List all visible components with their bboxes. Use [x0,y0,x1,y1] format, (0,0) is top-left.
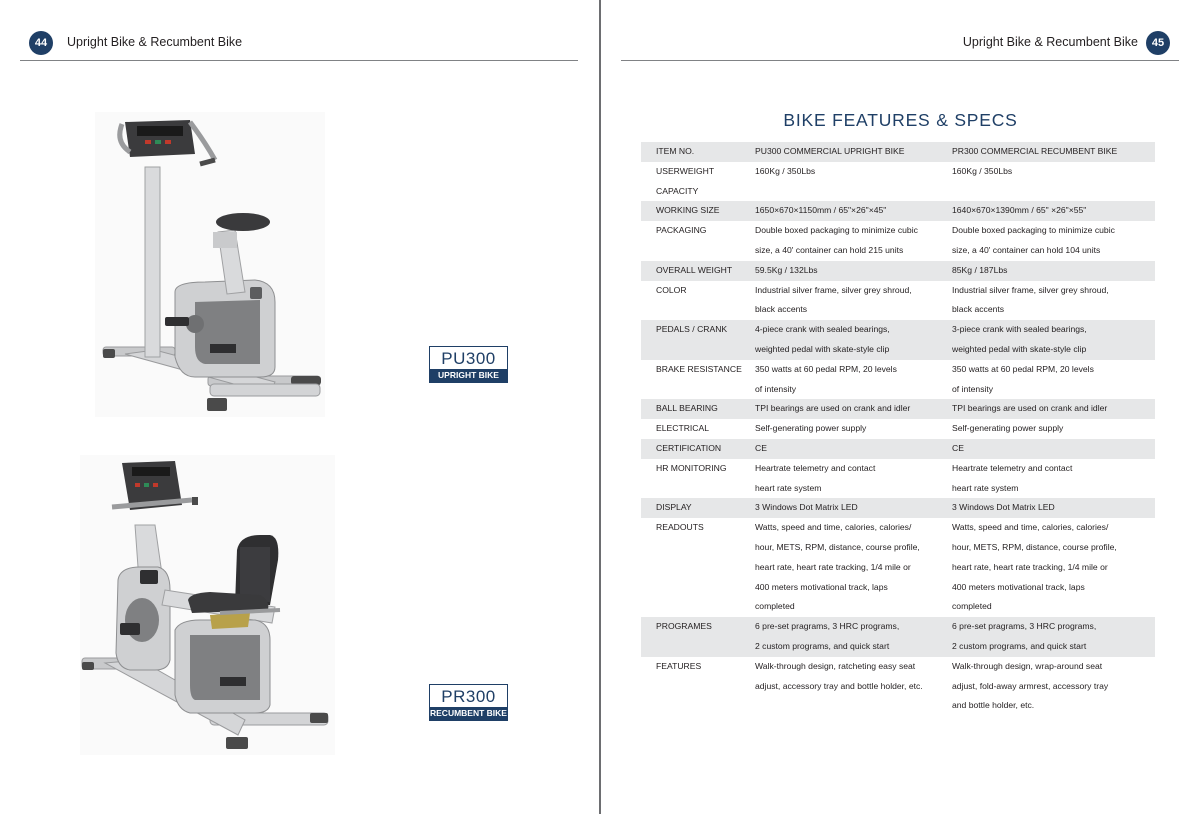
running-title-right: Upright Bike & Recumbent Bike [962,35,1138,49]
spec-recumbent-value: 400 meters motivational track, laps [952,581,1085,592]
spec-recumbent-value: heart rate, heart rate tracking, 1/4 mile or [952,561,1108,572]
spec-upright-value: Industrial silver frame, silver grey shroud, [755,284,912,295]
spec-upright-value: 160Kg / 350Lbs [755,165,816,176]
spec-label [641,558,755,578]
spec-label: PROGRAMES [656,621,712,632]
recumbent-bike-image [80,455,335,755]
spec-upright-value: of intensity [755,383,797,394]
spec-upright-value: size, a 40' container can hold 215 units [755,244,904,255]
spec-upright-value: 350 watts at 60 pedal RPM, 20 levels [755,363,897,374]
spec-upright-value: 4-piece crank with sealed bearings, [755,324,890,335]
spec-label [641,637,755,657]
header-rule-left [20,60,578,61]
spec-recumbent-value: 85Kg / 187Lbs [952,264,1008,275]
spec-upright-value: heart rate system [755,482,822,493]
page-number-left: 44 [29,31,53,55]
spec-label: HR MONITORING [656,462,727,473]
spec-recumbent-value: PR300 COMMERCIAL RECUMBENT BIKE [952,146,1118,156]
spec-label [641,696,755,716]
spec-row [641,439,1155,459]
left-page [0,0,599,814]
spec-recumbent-value: weighted pedal with skate-style clip [952,343,1087,354]
upright-model-badge [429,346,508,383]
spec-upright-value: Double boxed packaging to minimize cubic [755,225,918,236]
spec-row [641,162,1155,202]
spec-label: COLOR [656,284,687,295]
spec-row [641,558,1155,578]
spec-label: PACKAGING [656,225,707,236]
spec-label [641,578,755,598]
spec-upright-value: 3 Windows Dot Matrix LED [755,502,858,513]
spec-row [641,340,1155,360]
spec-recumbent-value: 1640×670×1390mm / 65" ×26"×55" [952,205,1087,216]
spec-recumbent-value: adjust, fold-away armrest, accessory tray [952,680,1109,691]
spec-label: READOUTS [656,522,704,533]
upright-bike-image [95,112,325,417]
spec-row [641,617,1155,637]
spec-row [641,677,1155,697]
spec-row [641,261,1155,281]
spec-recumbent-value: heart rate system [952,482,1019,493]
recumbent-model-name: PR300 [441,687,496,706]
spec-upright-value: hour, METS, RPM, distance, course profile, [755,541,920,552]
recumbent-model-type: RECUMBENT BIKE [430,708,507,718]
spec-recumbent-value: completed [952,601,992,612]
spec-row [641,221,1155,241]
spec-row [641,320,1155,340]
spec-upright-value: weighted pedal with skate-style clip [755,343,890,354]
spec-recumbent-value: TPI bearings are used on crank and idler [952,403,1108,414]
spec-label: DISPLAY [656,502,692,513]
spec-row [641,201,1155,221]
spec-label [641,340,755,360]
spec-label: BRAKE RESISTANCE [656,363,742,374]
spec-recumbent-value: 3 Windows Dot Matrix LED [952,502,1055,513]
spec-recumbent-value: Walk-through design, wrap-around seat [952,660,1103,671]
spec-label: ELECTRICAL [656,423,710,434]
spec-recumbent-value: and bottle holder, etc. [952,700,1035,711]
spec-recumbent-value: Heartrate telemetry and contact [952,462,1073,473]
spec-recumbent-value: size, a 40' container can hold 104 units [952,244,1101,255]
spec-recumbent-value: 2 custom programs, and quick start [952,640,1087,651]
spec-upright-value: Heartrate telemetry and contact [755,462,876,473]
page-number-right: 45 [1146,31,1170,55]
spec-recumbent-value: black accents [952,304,1005,315]
spec-row [641,498,1155,518]
spec-row [641,597,1155,617]
spec-label: USERWEIGHT CAPACITY [656,165,714,196]
spec-row [641,281,1155,301]
recumbent-model-badge [429,684,508,721]
spec-row [641,696,1155,716]
spec-recumbent-value: hour, METS, RPM, distance, course profile, [952,541,1117,552]
spec-upright-value: Self-generating power supply [755,423,867,434]
spec-upright-value: PU300 COMMERCIAL UPRIGHT BIKE [755,146,905,156]
spec-label [641,300,755,320]
spec-label: WORKING SIZE [656,205,720,216]
spec-recumbent-value: of intensity [952,383,994,394]
spec-row [641,657,1155,677]
spec-label [641,677,755,697]
spec-row [641,300,1155,320]
spec-label [641,597,755,617]
header-rule-right [621,60,1179,61]
spec-row [641,538,1155,558]
spec-recumbent-value: Self-generating power supply [952,423,1064,434]
running-title-left: Upright Bike & Recumbent Bike [67,35,243,49]
spec-upright-value: Watts, speed and time, calories, calories/ [755,522,912,533]
upright-model-name: PU300 [441,349,496,368]
spec-row [641,380,1155,400]
spec-recumbent-value: Watts, speed and time, calories, calories/ [952,522,1109,533]
spec-label: OVERALL WEIGHT [656,264,733,275]
spec-label: BALL BEARING [656,403,718,414]
spec-upright-value: TPI bearings are used on crank and idler [755,403,911,414]
spec-upright-value: CE [755,442,767,453]
spec-label: PEDALS / CRANK [656,324,728,335]
spec-row [641,637,1155,657]
spec-row [641,419,1155,439]
spec-label: FEATURES [656,660,702,671]
specs-title: BIKE FEATURES & SPECS [783,110,1018,130]
spec-row [641,518,1155,538]
specs-table [641,142,1155,716]
spec-row [641,578,1155,598]
spec-upright-value: 1650×670×1150mm / 65"×26"×45" [755,205,887,216]
spec-upright-value: 2 custom programs, and quick start [755,640,890,651]
spec-label [641,538,755,558]
spec-recumbent-value: Industrial silver frame, silver grey shroud, [952,284,1109,295]
spec-row [641,360,1155,380]
spec-row [641,142,1155,162]
spec-recumbent-value: Double boxed packaging to minimize cubic [952,225,1115,236]
spec-row [641,241,1155,261]
spec-upright-value [755,696,952,716]
right-page [601,0,1200,814]
spec-recumbent-value: CE [952,442,964,453]
spec-upright-value: adjust, accessory tray and bottle holder, etc. [755,680,923,691]
spec-row [641,459,1155,479]
spec-upright-value: 400 meters motivational track, laps [755,581,888,592]
spec-row [641,399,1155,419]
spec-label [641,241,755,261]
spec-label [641,380,755,400]
spec-upright-value: completed [755,601,795,612]
spec-upright-value: Walk-through design, ratcheting easy seat [755,660,916,671]
spec-upright-value: 59.5Kg / 132Lbs [755,264,818,275]
spec-upright-value: black accents [755,304,808,315]
upright-model-type: UPRIGHT BIKE [430,369,507,382]
spec-recumbent-value: 3-piece crank with sealed bearings, [952,324,1087,335]
spec-label: ITEM NO. [656,146,695,156]
spec-label [641,479,755,499]
spec-recumbent-value: 6 pre-set pragrams, 3 HRC programs, [952,621,1097,632]
spec-recumbent-value: 160Kg / 350Lbs [952,165,1013,176]
spec-row [641,479,1155,499]
spec-label: CERTIFICATION [656,442,722,453]
spec-upright-value: 6 pre-set pragrams, 3 HRC programs, [755,621,900,632]
spec-upright-value: heart rate, heart rate tracking, 1/4 mile or [755,561,911,572]
spec-recumbent-value: 350 watts at 60 pedal RPM, 20 levels [952,363,1094,374]
